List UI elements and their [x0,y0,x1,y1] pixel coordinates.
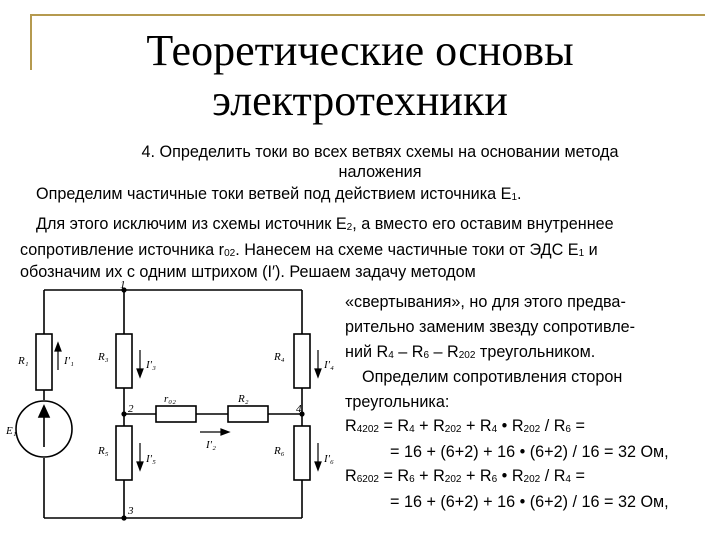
node-1-label: 1 [120,279,126,291]
text-part: ний R [345,343,389,361]
subscript: 4 [409,424,415,435]
formula-part: / R [540,467,566,485]
label-r3: R₃ [98,351,109,363]
text-part: , а вместо его оставим внутреннее [352,215,614,233]
resistor-r2 [228,406,268,422]
paragraph-text: Определим частичные токи ветвей под действием источника Е [36,185,512,203]
resistor-r5 [116,426,132,480]
formula-part: • R [497,417,524,435]
label-r1: R₁ [18,355,29,367]
resistor-r4 [294,334,310,388]
text-part: – R [393,343,424,361]
formula-part: = R [378,467,410,485]
subscript: 202 [444,474,462,485]
text-part: и [584,241,598,259]
label-r5: R₅ [98,445,109,457]
node-2-dot [121,411,126,416]
label-r02: r₀₂ [164,393,176,405]
task-line-1: 4. Определить токи во всех ветвях схемы на основании метода [141,143,619,161]
node-3-label: 3 [128,505,134,517]
formula-part: + R [414,417,445,435]
label-i4: I′₄ [324,359,334,371]
subscript: 4 [491,424,498,435]
subscript: 1 [511,192,517,203]
right-text-line-5: треугольника: [345,393,450,411]
circuit-nodes [121,287,304,520]
subscript: 202 [444,424,462,435]
formula-part: = [570,417,585,435]
formula-part: + R [461,417,492,435]
formula-part: = [570,467,585,485]
subscript: 6 [565,424,571,435]
subscript: 202 [523,474,541,485]
label-r6: R₆ [274,445,285,457]
formula-r4202-result: = 16 + (6+2) + 16 • (6+2) / 16 = 32 Ом, [390,443,669,461]
subscript: 02 [224,248,236,259]
label-i2: I′₂ [206,439,216,451]
formula-part: / R [540,417,566,435]
task-line-2: наложения [338,163,422,181]
text-part: сопротивление источника r [20,241,225,259]
arrow-i6-head [315,462,321,470]
arrow-i1-head [55,343,61,351]
title-line-2: электротехники [212,76,508,125]
resistor-r02 [156,406,196,422]
paragraph-line-3: обозначим их с одним штрихом (I′). Решаем задачу методом [20,263,476,281]
formula-part: R [345,417,357,435]
arrow-i3-head [137,369,143,377]
text-part: . Нанесем на схеме частичные токи от ЭДС Е [235,241,579,259]
formula-part: + R [461,467,492,485]
arrow-i4-head [315,369,321,377]
subscript: 202 [458,350,476,361]
label-i1: I′₁ [64,355,74,367]
paragraph-end: . [517,185,522,203]
label-i6: I′₆ [324,453,334,465]
node-4-label: 4 [296,403,302,415]
formula-part: + R [414,467,445,485]
title-line-1: Теоретические основы [146,26,574,75]
resistors [36,334,310,480]
arrow-i5-head [137,462,143,470]
subscript: 4 [565,474,571,485]
label-r2: R₂ [238,393,249,405]
formula-part: = R [378,417,410,435]
label-r4: R₄ [274,351,285,363]
formula-part: • R [497,467,524,485]
resistor-r6 [294,426,310,480]
subscript: 4202 [356,424,379,435]
right-text-line-4: Определим сопротивления сторон [362,368,623,386]
node-2-label: 2 [128,403,134,415]
node-3-dot [121,515,126,520]
right-text-line-2: рительно заменим звезду сопротивле- [345,318,636,336]
formula-part: R [345,467,357,485]
resistor-r1 [36,334,52,390]
label-e1: E₁ [6,425,17,437]
circuit-labels [5,279,334,517]
resistor-r3 [116,334,132,388]
subscript: 4 [388,350,394,361]
subscript: 6 [423,350,430,361]
text-part: Для этого исключим из схемы источник Е [36,215,347,233]
formula-r6202-result: = 16 + (6+2) + 16 • (6+2) / 16 = 32 Ом, [390,493,669,511]
text-part: треугольником. [475,343,596,361]
label-i5: I′₅ [146,453,156,465]
subscript: 6 [409,474,415,485]
right-text-line-1: «свертывания», но для этого предва- [345,293,626,311]
arrow-i2-head [221,429,229,435]
text-part: – R [429,343,459,361]
subscript: 6 [491,474,498,485]
subscript: 6202 [356,474,379,485]
emf-source-e1 [16,401,72,457]
subscript: 2 [346,222,353,233]
subscript: 202 [523,424,541,435]
subscript: 1 [578,248,585,259]
label-i3: I′₃ [146,359,156,371]
